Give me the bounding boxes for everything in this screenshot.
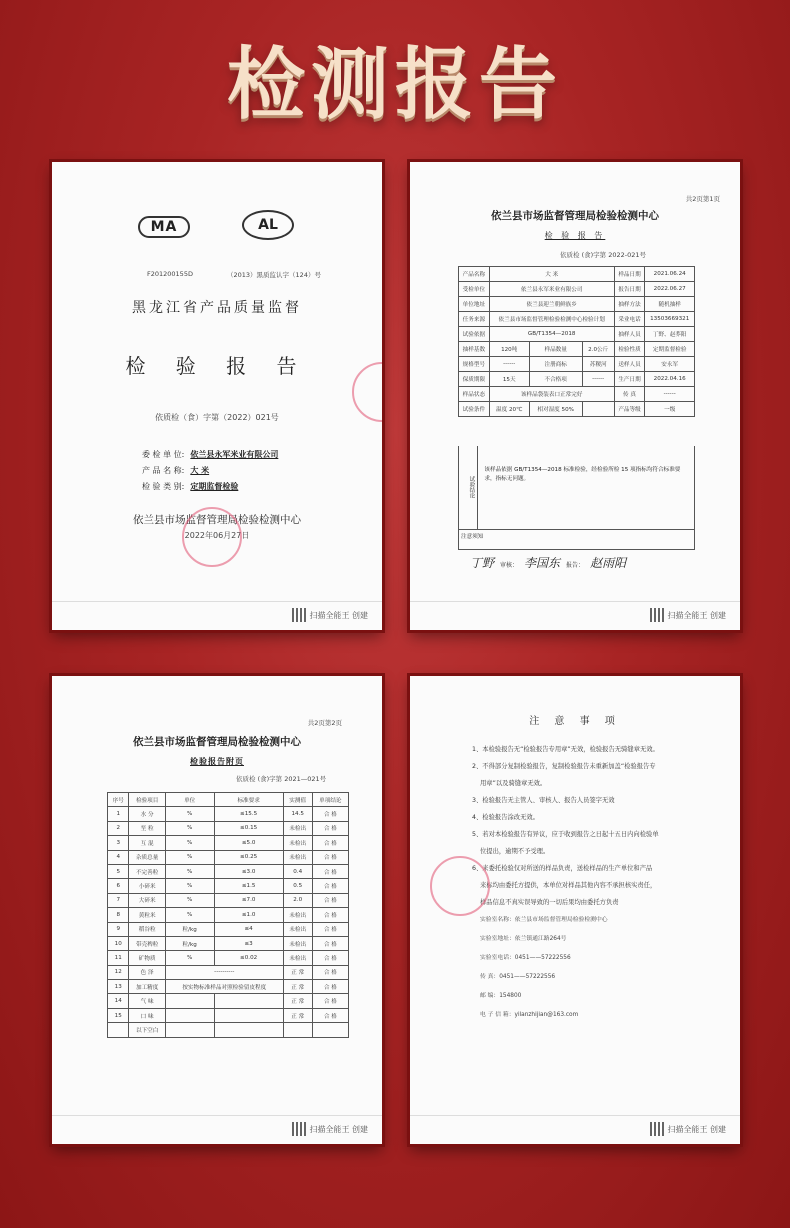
report-page (410, 162, 740, 630)
table-cell: 粒/kg (165, 936, 214, 950)
table-cell: 合 格 (312, 821, 348, 835)
table-row (108, 893, 349, 907)
table-cell: 粒/kg (165, 922, 214, 936)
cert-number: F201200155D (147, 270, 193, 278)
table-cell: 6 (108, 879, 129, 893)
table-cell: ≤1.0 (214, 908, 283, 922)
table-cell: 稻谷粒 (129, 922, 165, 936)
table-cell: 送样人员 (614, 357, 645, 372)
column-header: 序号 (108, 793, 129, 807)
table-cell: 不合格项 (529, 372, 582, 387)
table-cell: 黄粒米 (129, 908, 165, 922)
table-cell: 10 (108, 936, 129, 950)
table-cell (214, 1023, 283, 1037)
table-row (459, 357, 695, 372)
table-cell: 样品日期 (614, 267, 645, 282)
table-row (108, 1008, 349, 1022)
issue-date: 2022年06月27日 (184, 531, 250, 540)
column-header: 检验项目 (129, 793, 165, 807)
table-cell: 15 (108, 1008, 129, 1022)
table-row (108, 965, 349, 979)
table-cell: 3 (108, 836, 129, 850)
table-row (108, 864, 349, 878)
qr-icon (292, 1122, 306, 1136)
notice-line: 5、若对本检验报告有异议，应于收到报告之日起十五日内向检验单 (472, 831, 659, 838)
table-cell: 9 (108, 922, 129, 936)
table-cell: 按实物标准样品对照检验留皮程度 (165, 980, 283, 994)
report-number: 依质检 (食)字第 2022-021号 (560, 251, 646, 259)
report-title: 检 验 报 告 (544, 231, 606, 240)
table-cell: 样品状态 (459, 387, 490, 402)
table-row (459, 372, 695, 387)
table-cell: 合 格 (312, 951, 348, 965)
table-row (459, 327, 695, 342)
notice-line: 1、本检验报告无“检验报告专用章”无效，检验报告无骑缝章无效。 (472, 746, 659, 753)
column-header: 单项结论 (312, 793, 348, 807)
page-count: 共2页第1页 (685, 195, 720, 203)
table-cell: 口 味 (129, 1008, 165, 1022)
table-cell: 产品等级 (614, 402, 645, 417)
table-cell: 检验性质 (614, 342, 645, 357)
scanner-credit: 扫描全能王 创建 (292, 608, 368, 622)
table-row (459, 282, 695, 297)
contact-line: 实验室地址：依兰镇通江路264号 (480, 936, 567, 942)
table-cell: 0.5 (283, 879, 312, 893)
table-cell: 未检出 (283, 836, 312, 850)
table-cell: 未检出 (283, 821, 312, 835)
cover-row: 产 品 名 称: 大 米 (142, 466, 210, 475)
report-number: 依质检（食）字第（2022）021号 (155, 413, 279, 422)
table-cell: % (165, 864, 214, 878)
table-cell: 采业电话 (614, 312, 645, 327)
table-cell: ≤4 (214, 922, 283, 936)
table-cell: 11 (108, 951, 129, 965)
table-cell (165, 1008, 214, 1022)
table-cell: 加工精度 (129, 980, 165, 994)
table-cell: 报告日期 (614, 282, 645, 297)
table-cell: 产品名称 (459, 267, 490, 282)
table-cell (108, 1023, 129, 1037)
table-cell: 样品数量 (529, 342, 582, 357)
notice-title: 注 意 事 项 (529, 716, 621, 727)
table-cell: ≤0.25 (214, 850, 283, 864)
table-cell: 8 (108, 908, 129, 922)
table-cell: % (165, 850, 214, 864)
table-cell: 1 (108, 807, 129, 821)
table-cell: 合 格 (312, 864, 348, 878)
signature-row: 丁野 审核： 李国东 报告： 赵雨阳 (470, 556, 627, 570)
table-cell (214, 1008, 283, 1022)
table-cell: 随机抽样 (645, 297, 695, 312)
issuer-name: 依兰县市场监督管理局检验检测中心 (133, 514, 301, 526)
notice-line: 3、检验报告无主管人、审核人、报告人员签字无效 (472, 797, 615, 804)
table-cell: 14.5 (283, 807, 312, 821)
table-cell: 合 格 (312, 980, 348, 994)
table-cell: 苏稷河 (582, 357, 614, 372)
table-row (108, 908, 349, 922)
scanner-credit: 扫描全能王 创建 (650, 1122, 726, 1136)
column-header: 实测值 (283, 793, 312, 807)
contact-line: 传 真：0451——57222556 (480, 974, 556, 980)
table-cell: ≤15.5 (214, 807, 283, 821)
table-cell: 生产日期 (614, 372, 645, 387)
table-cell: 合 格 (312, 965, 348, 979)
table-row (459, 387, 695, 402)
table-cell: 12 (108, 965, 129, 979)
scanner-credit: 扫描全能王 创建 (650, 608, 726, 622)
table-cell: 合 格 (312, 807, 348, 821)
notice-line: 位提出，逾期不予受理。 (480, 848, 550, 855)
table-cell: % (165, 893, 214, 907)
table-cell: 定期监督检验 (645, 342, 695, 357)
appendix-issuer: 依兰县市场监督管理局检验检测中心 (133, 736, 301, 748)
table-row (108, 807, 349, 821)
table-row (108, 836, 349, 850)
table-cell: 未检出 (283, 936, 312, 950)
appendix-table (107, 792, 349, 1038)
table-cell (312, 1023, 348, 1037)
cover-title: 检 验 报 告 (125, 354, 309, 378)
table-row (459, 312, 695, 327)
contact-line: 实验室名称：依兰县市场监督管理局检验检测中心 (480, 917, 608, 923)
table-cell: 互 混 (129, 836, 165, 850)
table-cell: 合 格 (312, 836, 348, 850)
table-row (108, 951, 349, 965)
edge-seal (430, 856, 490, 916)
table-cell (165, 1023, 214, 1037)
table-cell: 13503669321 (645, 312, 695, 327)
page-count: 共2页第2页 (307, 719, 342, 727)
table-cell: ≤1.5 (214, 879, 283, 893)
appendix-number: 依质检 (食)字第 2021—021号 (236, 775, 327, 783)
qr-icon (650, 1122, 664, 1136)
appendix-title: 检验报告附页 (190, 757, 244, 766)
table-cell: % (165, 821, 214, 835)
table-cell: 4 (108, 850, 129, 864)
notice-line: 样品信息不真实误导致的一切后果均由委托方负责 (480, 899, 619, 906)
table-cell (582, 402, 614, 417)
notice-line: 来标均由委托方提供，本单位对样品其他内容不承担核实责任， (480, 882, 657, 889)
table-cell: 合 格 (312, 922, 348, 936)
table-row (108, 936, 349, 950)
table-cell: 合 格 (312, 893, 348, 907)
table-cell: 未检出 (283, 951, 312, 965)
table-cell (283, 1023, 312, 1037)
table-cell: 抽样方法 (614, 297, 645, 312)
table-row (459, 297, 695, 312)
table-cell: 0.4 (283, 864, 312, 878)
table-cell: 合 格 (312, 850, 348, 864)
table-row (108, 922, 349, 936)
report-issuer: 依兰县市场监督管理局检验检测中心 (491, 210, 659, 222)
table-cell: ------ (489, 357, 529, 372)
notice-line: 用章”以及骑缝章无效。 (480, 780, 547, 787)
table-cell: 垩 粒 (129, 821, 165, 835)
table-row (459, 402, 695, 417)
table-cell: 合 格 (312, 1008, 348, 1022)
table-cell: 2022.04.16 (645, 372, 695, 387)
table-row (459, 342, 695, 357)
table-cell: 未检出 (283, 908, 312, 922)
table-row (459, 267, 695, 282)
contact-line: 实验室电话：0451——57222556 (480, 955, 571, 961)
table-cell: 抽样基数 (459, 342, 490, 357)
table-row (108, 821, 349, 835)
cover-row: 检 验 类 别: 定期监督检验 (142, 482, 239, 491)
red-seal (182, 507, 242, 567)
table-cell: 依兰县永军米业有限公司 (489, 282, 614, 297)
table-cell: 15天 (489, 372, 529, 387)
table-cell (165, 994, 214, 1008)
table-cell: 依兰县市场监督管理检验检测中心检验计划 (489, 312, 614, 327)
table-cell: ≤3.0 (214, 864, 283, 878)
table-cell: 一级 (645, 402, 695, 417)
table-cell: % (165, 951, 214, 965)
table-cell: ≤0.15 (214, 821, 283, 835)
cover-page (52, 162, 382, 630)
table-cell: % (165, 879, 214, 893)
table-cell: 2.0 (283, 893, 312, 907)
table-cell: 该样品袋装表口正常完好 (489, 387, 614, 402)
table-cell: 任务来源 (459, 312, 490, 327)
cover-row: 委 检 单 位: 依兰县永军米业有限公司 (142, 450, 279, 459)
table-cell: 色 泽 (129, 965, 165, 979)
table-cell: 不完善粒 (129, 864, 165, 878)
table-cell: 2.0公斤 (582, 342, 614, 357)
notice-line: 6、来委托检验仅对所送的样品负责，送检样品的生产单位和产品 (472, 865, 653, 872)
cma-logo: MA (138, 216, 190, 238)
table-cell: ≤5.0 (214, 836, 283, 850)
qr-icon (650, 608, 664, 622)
table-cell: 试验条件 (459, 402, 490, 417)
table-cell: 大碎米 (129, 893, 165, 907)
page-title: 检测报告 (226, 40, 563, 130)
table-cell: ------ (645, 387, 695, 402)
table-cell: GB/T1354—2018 (489, 327, 614, 342)
table-cell: 合 格 (312, 908, 348, 922)
table-cell: 小碎米 (129, 879, 165, 893)
table-cell: 未检出 (283, 922, 312, 936)
table-cell: 正 常 (283, 965, 312, 979)
table-cell: 120吨 (489, 342, 529, 357)
table-cell: 受检单位 (459, 282, 490, 297)
table-cell: ≤0.02 (214, 951, 283, 965)
table-cell: 2 (108, 821, 129, 835)
table-cell: 抽样人员 (614, 327, 645, 342)
table-cell: 杂质总量 (129, 850, 165, 864)
table-cell: 2021.06.24 (645, 267, 695, 282)
qr-icon (292, 608, 306, 622)
table-cell: 注册商标 (529, 357, 582, 372)
table-cell: 单位地址 (459, 297, 490, 312)
table-cell: ------ (582, 372, 614, 387)
table-cell: 13 (108, 980, 129, 994)
table-cell: 正 常 (283, 1008, 312, 1022)
scanner-credit: 扫描全能王 创建 (292, 1122, 368, 1136)
contact-line: 电 子 信 箱：yilanzhijian@163.com (480, 1012, 579, 1018)
table-cell: 合 格 (312, 879, 348, 893)
column-header: 标准要求 (214, 793, 283, 807)
org-name: 黑龙江省产品质量监督 (132, 300, 302, 316)
notice-page (410, 676, 740, 1144)
table-cell: 矿物质 (129, 951, 165, 965)
table-cell: 7 (108, 893, 129, 907)
table-cell: 以下空白 (129, 1023, 165, 1037)
table-cell: 未检出 (283, 850, 312, 864)
table-cell: % (165, 836, 214, 850)
table-cell: 水 分 (129, 807, 165, 821)
table-cell: ---------- (165, 965, 283, 979)
table-cell: 相对湿度 50% (529, 402, 582, 417)
table-cell: 气 味 (129, 994, 165, 1008)
table-cell: 试验依据 (459, 327, 490, 342)
table-cell: 保质期限 (459, 372, 490, 387)
conclusion-box: 试验结论 该样品依据 GB/T1354—2018 标准检验，经检验所检 15 项指标均符合标准要求，指标无问题。 (458, 446, 695, 530)
table-cell: 2022.06.27 (645, 282, 695, 297)
table-cell: 正 常 (283, 980, 312, 994)
cal-number: （2013）黑质监认字（124）号 (227, 271, 321, 279)
table-cell: 大 米 (489, 267, 614, 282)
cal-logo: AL (242, 210, 294, 240)
table-row (108, 1023, 349, 1037)
table-cell: 传 真 (614, 387, 645, 402)
table-row (108, 980, 349, 994)
notice-line: 4、检验报告涂改无效。 (472, 814, 539, 821)
table-cell: ≤7.0 (214, 893, 283, 907)
table-row (108, 879, 349, 893)
table-cell: 带壳稗粒 (129, 936, 165, 950)
table-cell: 规格型号 (459, 357, 490, 372)
report-table (458, 266, 695, 417)
table-row (108, 994, 349, 1008)
notice-line: 2、不得部分复制检验报告，复制检验报告未重新加盖“检验报告专 (472, 763, 656, 770)
table-cell: % (165, 807, 214, 821)
contact-line: 邮 编：154800 (480, 993, 522, 999)
table-cell: 安永军 (645, 357, 695, 372)
table-cell: 合 格 (312, 936, 348, 950)
table-cell: 依兰县迎兰朝鲜族乡 (489, 297, 614, 312)
column-header: 单位 (165, 793, 214, 807)
table-cell: 正 常 (283, 994, 312, 1008)
remark-box: 注意须知 (458, 530, 695, 550)
table-cell: 合 格 (312, 994, 348, 1008)
table-cell (214, 994, 283, 1008)
table-cell: 温度 20℃ (489, 402, 529, 417)
table-cell: % (165, 908, 214, 922)
table-cell: 丁野、赵荞阳 (645, 327, 695, 342)
table-cell: 14 (108, 994, 129, 1008)
appendix-page (52, 676, 382, 1144)
table-row (108, 850, 349, 864)
table-cell: 5 (108, 864, 129, 878)
table-cell: ≤3 (214, 936, 283, 950)
